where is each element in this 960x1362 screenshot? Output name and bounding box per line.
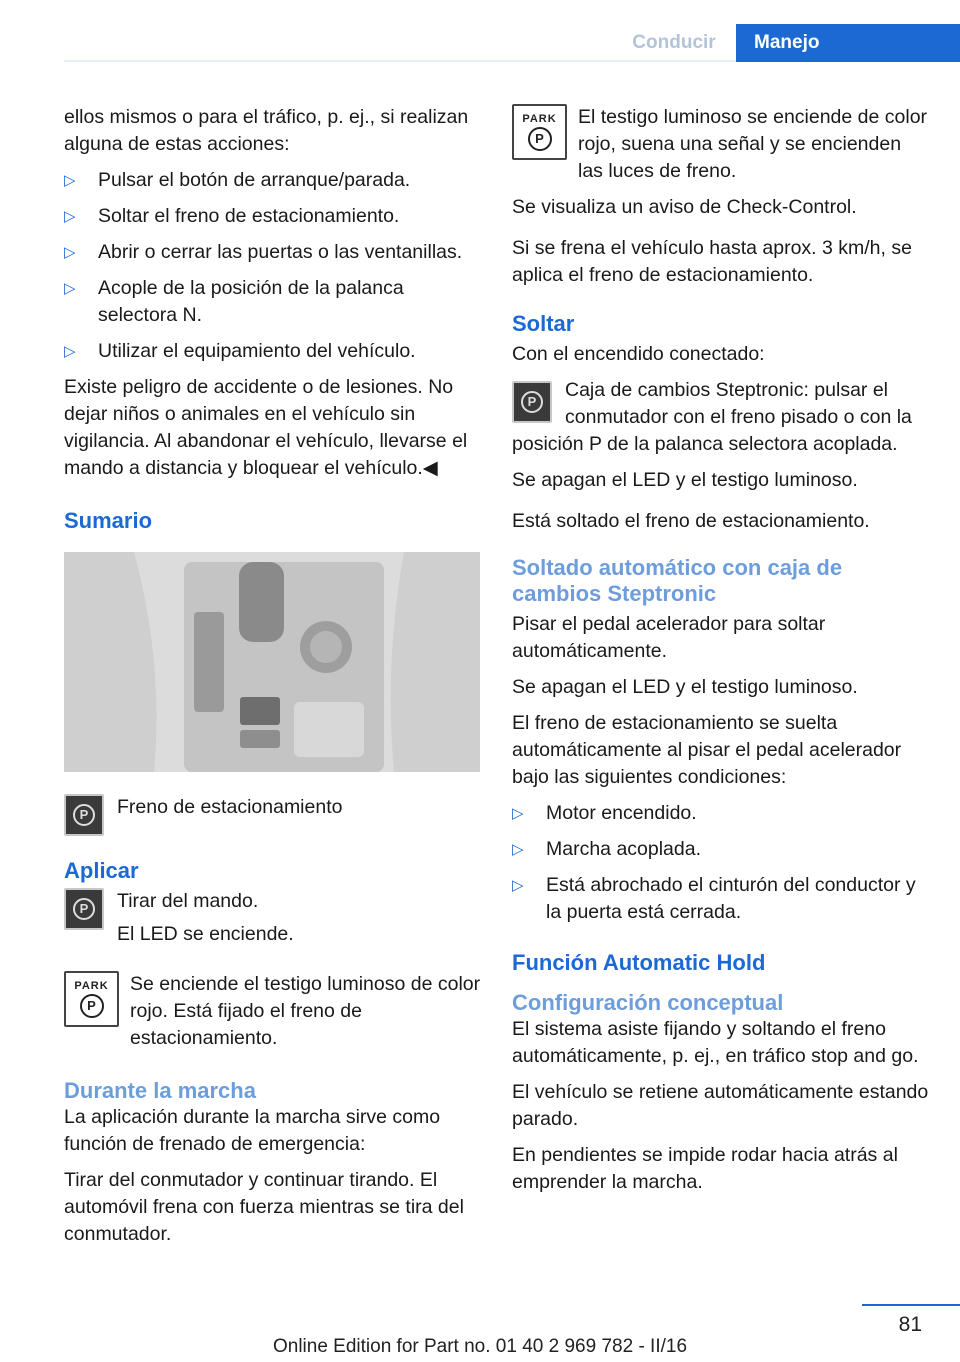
triangle-bullet-icon: ▷ <box>64 280 76 297</box>
heading-configuracion: Configuración conceptual <box>512 990 784 1015</box>
heading-aplicar: Aplicar <box>64 858 139 883</box>
heading-soltado-automatico: Soltado automático con caja de cambios Steptronic <box>512 555 843 606</box>
parking-brake-switch-icon: P <box>64 888 104 930</box>
heading-durante-marcha: Durante la marcha <box>64 1078 256 1103</box>
list-item: ▷ Pulsar el botón de arranque/parada. <box>64 167 482 194</box>
list-item: ▷ Soltar el freno de estacionamiento. <box>64 203 482 230</box>
page-number: 81 <box>898 1313 922 1336</box>
paragraph: ellos mismos o para el tráfico, p. ej., si realizan alguna de estas acciones: <box>64 106 469 155</box>
aplicar-row: P Tirar del mando. El LED se enciende. <box>64 888 482 957</box>
left-column: ellos mismos o para el tráfico, p. ej., si realizan alguna de estas acciones: ▷ Pulsar el botón de arranque/parada. ▷ Soltar el freno de estacionamiento. ▷ Abrir o cerrar las puertas o las ventanillas. ▷ Acople de la posición de la palanca selectora N. ▷ Utilizar el equipamiento del vehículo. Existe peligro de accidente o de lesiones. No dejar niños o animales en el vehículo sin vigilancia. Al abandonar el vehículo, llevarse el mando a distancia y bloquear el vehículo.◀ Sumario P Freno de estacionamiento Aplicar P Tirar del mando. El LED se enciende. PARK P Se enciende el testigo luminoso de color rojo. Está fijado el freno de estacionamiento. Durante la marcha La aplicación durante la marcha sirve como función de frenado de emergencia: Tirar del conmutador y continuar tirando. El automóvil frena con fuerza mientras se tira del conmutador. <box>64 106 481 1245</box>
heading-automatic-hold: Función Automatic Hold <box>512 950 766 975</box>
triangle-bullet-icon: ▷ <box>64 208 76 225</box>
list-item: ▷ Está abrochado el cinturón del conductor y la puerta está cerrada. <box>512 872 930 926</box>
park-indicator-icon: PARK P <box>64 971 119 1027</box>
park-lamp-row: PARK P Se enciende el testigo luminoso de color rojo. Está fijado el freno de estacionamiento. <box>64 971 482 1052</box>
triangle-bullet-icon: ▷ <box>512 841 524 858</box>
list-item: ▷ Abrir o cerrar las puertas o las ventanillas. <box>64 239 482 266</box>
list-item: ▷ Marcha acoplada. <box>512 836 930 863</box>
caption-row <box>64 794 482 836</box>
triangle-bullet-icon: ▷ <box>64 343 76 360</box>
triangle-bullet-icon: ▷ <box>64 244 76 261</box>
triangle-bullet-icon: ▷ <box>512 805 524 822</box>
list-item: ▷ Acople de la posición de la palanca selectora N. <box>64 275 482 329</box>
list-item: ▷ Utilizar el equipamiento del vehículo. <box>64 338 482 365</box>
triangle-bullet-icon: ▷ <box>512 877 524 894</box>
park-indicator-icon: PARK P <box>512 104 567 160</box>
right-column: PARK P El testigo luminoso se enciende de color rojo, suena una señal y se encienden las luces de freno. Se visualiza un aviso de Check-Control. Si se frena el vehículo hasta aprox. 3 km/h, se aplica el freno de estacionamiento. Soltar Con el encendido conectado: P Caja de cambios Steptronic: pulsar el conmutador con el freno pisado o con la posición P de la palanca selectora acoplada. Se apagan el LED y el testigo luminoso. Está soltado el freno de estacionamiento. Soltado automático con caja de cambios Steptronic Pisar el pedal acelerador para soltar automáticamente. Se apagan el LED y el testigo luminoso. El freno de estacionamiento se suelta automáticamente al pisar el pedal acelerador bajo las siguientes condiciones: ▷ Motor encendido. ▷ Marcha acoplada. ▷ Está abrochado el cinturón del conductor y la puerta está cerrada. Función Automatic Hold Configuración conceptual El sistema asiste fijando y soltando el freno automáticamente, p. ej., en tráfico stop and go. El vehículo se retiene automáticamente estando parado. En pendientes se impide rodar hacia atrás al emprender la marcha. <box>512 106 929 1193</box>
triangle-bullet-icon: ▷ <box>64 172 76 189</box>
footer-rule <box>862 1304 960 1306</box>
footer-edition: Online Edition for Part no. 01 40 2 969 782 - II/16 <box>272 1336 688 1357</box>
heading-soltar: Soltar <box>512 311 575 336</box>
list-item: ▷ Motor encendido. <box>512 800 930 827</box>
tab-conducir[interactable]: Conducir <box>632 32 716 53</box>
soltar-icon-row: P Caja de cambios Steptronic: pulsar el conmutador con el freno pisado o con la posición P de la palanca selectora acoplada. <box>512 379 912 455</box>
warning-paragraph: Existe peligro de accidente o de lesiones. No dejar niños o animales en el vehículo sin vigilancia. Al abandonar el vehículo, llevarse el mando a distancia y bloquear el vehículo.◀ <box>64 376 468 479</box>
photo-caption: Freno de estacionamiento <box>117 796 343 818</box>
parking-brake-switch-icon: P <box>64 794 104 836</box>
park-lamp-row: PARK P El testigo luminoso se enciende de color rojo, suena una señal y se encienden las luces de freno. <box>512 104 930 185</box>
tab-manejo[interactable]: Manejo <box>736 24 960 62</box>
parking-brake-switch-icon: P <box>512 381 552 423</box>
heading-sumario: Sumario <box>64 508 153 533</box>
center-console-photo <box>64 552 480 772</box>
